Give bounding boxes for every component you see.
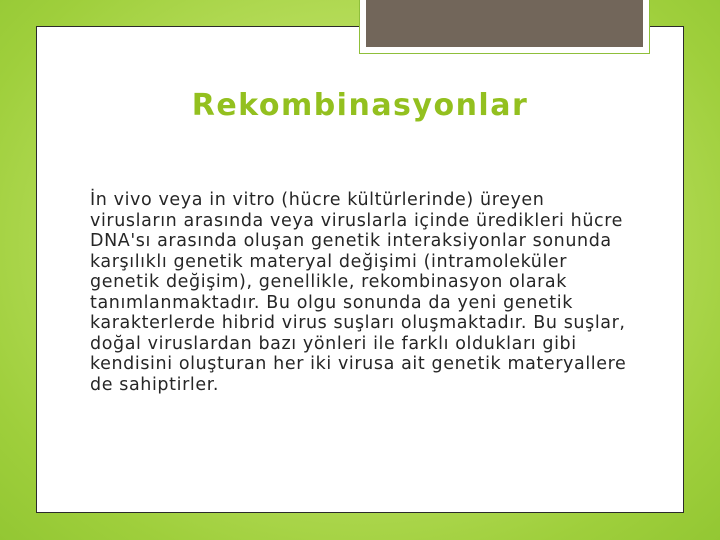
slide-body-paragraph: İn vivo veya in vitro (hücre kültürlerinde) üreyen virusların arasında veya viruslarla içinde üredikleri hücre DNA'sı arasında oluşan genetik interaksiyonlar sonunda karşılıklı genetik materyal değişimi (intramoleküler genetik değişim), genellikle, rekombinasyon olarak tanımlanmaktadır. Bu olgu sonunda da yeni genetik karakterlerde hibrid virus suşları oluşmaktadır. Bu suşlar, doğal viruslardan bazı yönleri ile farklı oldukları gibi kendisini oluşturan her iki virusa ait genetik materyallere de sahiptirler.	[90, 190, 627, 395]
slide-title: Rekombinasyonlar	[191, 88, 529, 123]
decorative-header-tab-fill	[366, 0, 643, 47]
decorative-header-tab	[359, 0, 650, 54]
